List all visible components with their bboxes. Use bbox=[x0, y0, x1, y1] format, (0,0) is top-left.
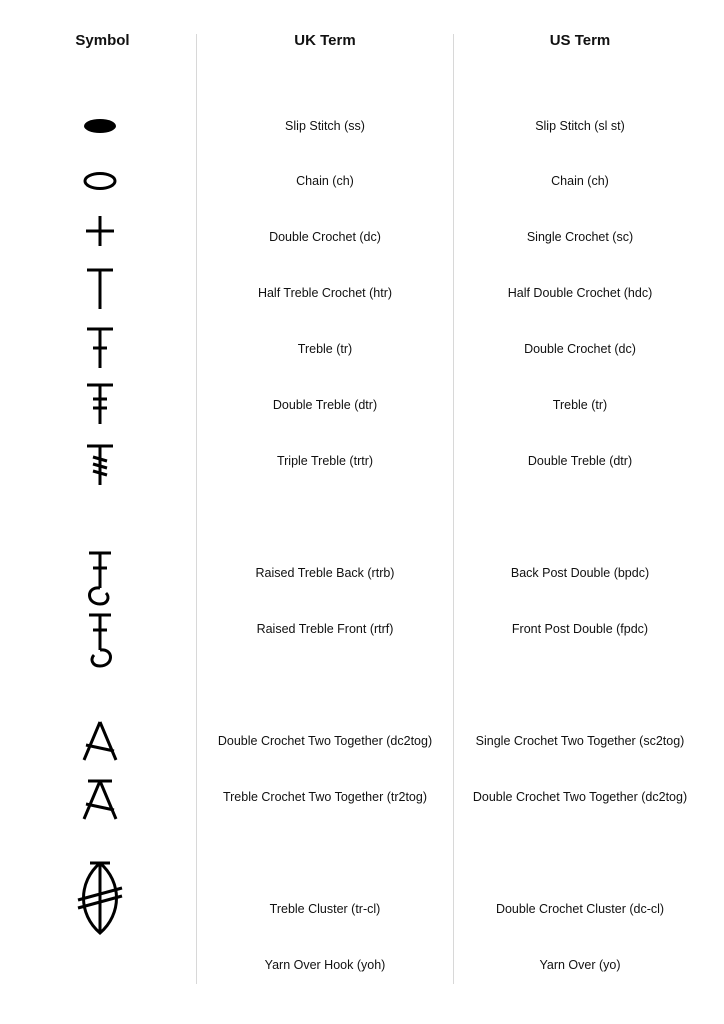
us-term: Front Post Double (fpdc) bbox=[511, 622, 649, 636]
us-term: Double Treble (dtr) bbox=[527, 454, 633, 468]
uk-term: Double Treble (dtr) bbox=[272, 398, 378, 412]
uk-term: Yarn Over Hook (yoh) bbox=[264, 958, 386, 972]
plus-icon bbox=[70, 213, 130, 249]
us-term: Single Crochet Two Together (sc2tog) bbox=[475, 734, 685, 748]
t-icon bbox=[70, 267, 130, 311]
column-divider bbox=[453, 34, 454, 984]
uk-term: Raised Treble Front (rtrf) bbox=[256, 622, 394, 636]
raised-back-icon bbox=[70, 550, 130, 606]
uk-term: Treble (tr) bbox=[297, 342, 353, 356]
header-us-term: US Term bbox=[549, 32, 611, 49]
cluster-icon bbox=[70, 860, 130, 936]
uk-term: Triple Treble (trtr) bbox=[276, 454, 374, 468]
uk-term: Treble Cluster (tr-cl) bbox=[269, 902, 381, 916]
two-together-top-icon bbox=[70, 778, 130, 822]
slip-stitch-icon bbox=[70, 116, 130, 136]
us-term: Double Crochet Two Together (dc2tog) bbox=[472, 790, 688, 804]
header-symbol: Symbol bbox=[75, 32, 130, 49]
us-term: Slip Stitch (sl st) bbox=[535, 119, 625, 133]
us-term: Back Post Double (bpdc) bbox=[510, 566, 650, 580]
us-term: Treble (tr) bbox=[552, 398, 608, 412]
us-term: Yarn Over (yo) bbox=[539, 958, 621, 972]
uk-term: Slip Stitch (ss) bbox=[285, 119, 365, 133]
column-divider bbox=[196, 34, 197, 984]
uk-term: Double Crochet Two Together (dc2tog) bbox=[217, 734, 433, 748]
uk-term: Raised Treble Back (rtrb) bbox=[255, 566, 395, 580]
us-term: Double Crochet (dc) bbox=[524, 342, 636, 356]
t-one-bar-icon bbox=[70, 326, 130, 370]
header-uk-term: UK Term bbox=[294, 32, 356, 49]
us-term: Chain (ch) bbox=[551, 174, 609, 188]
t-three-bars-icon bbox=[70, 443, 130, 487]
us-term: Half Double Crochet (hdc) bbox=[507, 286, 653, 300]
raised-front-icon bbox=[70, 612, 130, 668]
two-together-icon bbox=[70, 719, 130, 763]
us-term: Double Crochet Cluster (dc-cl) bbox=[495, 902, 665, 916]
t-two-bars-icon bbox=[70, 382, 130, 426]
uk-term: Half Treble Crochet (htr) bbox=[257, 286, 393, 300]
uk-term: Chain (ch) bbox=[296, 174, 354, 188]
us-term: Single Crochet (sc) bbox=[526, 230, 634, 244]
uk-term: Double Crochet (dc) bbox=[269, 230, 381, 244]
uk-term: Treble Crochet Two Together (tr2tog) bbox=[222, 790, 428, 804]
chain-icon bbox=[70, 170, 130, 192]
